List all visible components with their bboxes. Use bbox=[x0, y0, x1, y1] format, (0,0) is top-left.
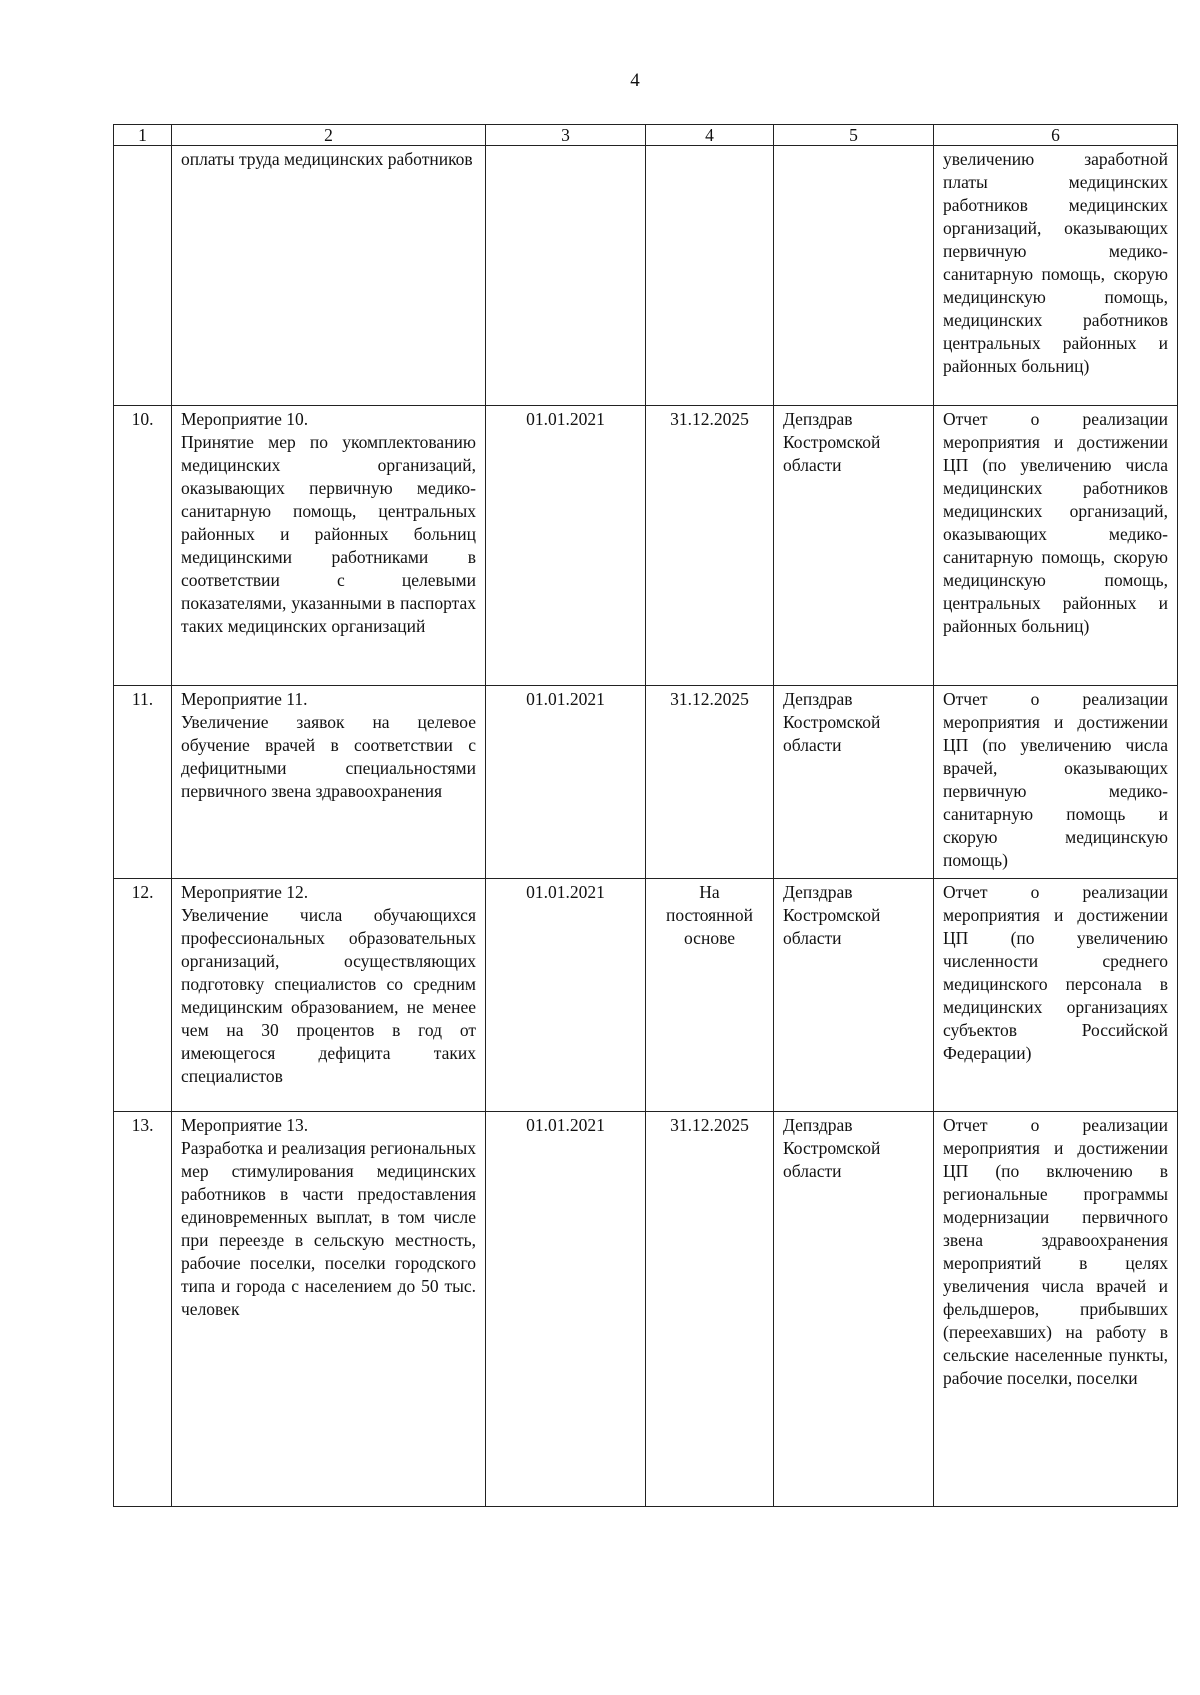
column-header: 4 bbox=[646, 125, 774, 146]
column-header: 6 bbox=[934, 125, 1178, 146]
table-row bbox=[114, 146, 1178, 406]
column-header: 2 bbox=[172, 125, 486, 146]
description-text: Принятие мер по укомплектованию медицинских организаций, оказывающих первичную медико-санитарную помощь, центральных районных и районных больниц медицинскими работниками в соответствии с целевыми показателями, указанными в паспортах таких медицинских организаций bbox=[181, 432, 476, 636]
description-text: Разработка и реализация региональных мер стимулирования медицинских работников в части предоставления единовременных выплат, в том числе при переезде в сельскую местность, рабочие поселки, поселки городского типа и города с населением до 50 тыс. человек bbox=[181, 1138, 476, 1319]
row-number: 10. bbox=[114, 406, 172, 686]
row-number bbox=[114, 146, 172, 406]
executor: Депздрав Костромской области bbox=[774, 1112, 934, 1507]
row-number: 13. bbox=[114, 1112, 172, 1507]
column-header: 1 bbox=[114, 125, 172, 146]
start-date: 01.01.2021 bbox=[486, 406, 646, 686]
executor bbox=[774, 146, 934, 406]
table-row bbox=[114, 879, 1178, 1112]
measure-title: Мероприятие 12. bbox=[181, 882, 309, 902]
start-date: 01.01.2021 bbox=[486, 1112, 646, 1507]
expected-result: увеличению заработной платы медицинских работников медицинских организаций, оказывающих первичную медико-санитарную помощь, скорую медицинскую помощь, медицинских работников центральных районных и районных больниц) bbox=[934, 146, 1178, 406]
table-row bbox=[114, 686, 1178, 879]
description-text: Увеличение заявок на целевое обучение врачей в соответствии с дефицитными специальностями первичного звена здравоохранения bbox=[181, 712, 476, 801]
expected-result: Отчет о реализации мероприятия и достижении ЦП (по увеличению численности среднего медицинского персонала в медицинских организациях субъектов Российской Федерации) bbox=[934, 879, 1178, 1112]
table-row bbox=[114, 406, 1178, 686]
end-date: 31.12.2025 bbox=[646, 406, 774, 686]
measure-description bbox=[172, 879, 486, 1112]
executor: Депздрав Костромской области bbox=[774, 406, 934, 686]
column-header: 5 bbox=[774, 125, 934, 146]
measure-description bbox=[172, 686, 486, 879]
expected-result: Отчет о реализации мероприятия и достижении ЦП (по увеличению числа врачей, оказывающих первичную медико-санитарную помощь и скорую медицинскую помощь) bbox=[934, 686, 1178, 879]
measure-title: Мероприятие 11. bbox=[181, 689, 308, 709]
measure-description bbox=[172, 1112, 486, 1507]
description-text: оплаты труда медицинских работников bbox=[181, 149, 473, 169]
start-date: 01.01.2021 bbox=[486, 879, 646, 1112]
row-number: 11. bbox=[114, 686, 172, 879]
end-date bbox=[646, 146, 774, 406]
end-date: На постоянной основе bbox=[646, 879, 774, 1112]
end-date: 31.12.2025 bbox=[646, 686, 774, 879]
start-date bbox=[486, 146, 646, 406]
start-date: 01.01.2021 bbox=[486, 686, 646, 879]
row-number: 12. bbox=[114, 879, 172, 1112]
page-number: 4 bbox=[630, 70, 640, 91]
measures-table bbox=[113, 124, 1178, 1507]
expected-result: Отчет о реализации мероприятия и достижении ЦП (по увеличению числа медицинских работников медицинских организаций, оказывающих медико-санитарную помощь, скорую медицинскую помощь, центральных районных и районных больниц) bbox=[934, 406, 1178, 686]
executor: Депздрав Костромской области bbox=[774, 686, 934, 879]
measure-description bbox=[172, 406, 486, 686]
expected-result: Отчет о реализации мероприятия и достижении ЦП (по включению в региональные программы модернизации первичного звена здравоохранения мероприятий в целях увеличения числа врачей и фельдшеров, прибывших (переехавших) на работу в сельские населенные пункты, рабочие поселки, поселки bbox=[934, 1112, 1178, 1507]
description-text: Увеличение числа обучающихся профессиональных образовательных организаций, осуществляющих подготовку специалистов со средним медицинским образованием, не менее чем на 30 процентов в год от имеющегося дефицита таких специалистов bbox=[181, 905, 476, 1086]
table-row bbox=[114, 1112, 1178, 1507]
executor: Депздрав Костромской области bbox=[774, 879, 934, 1112]
end-date: 31.12.2025 bbox=[646, 1112, 774, 1507]
measure-title: Мероприятие 13. bbox=[181, 1115, 309, 1135]
measure-description bbox=[172, 146, 486, 406]
column-number-row bbox=[114, 125, 1178, 146]
measure-title: Мероприятие 10. bbox=[181, 409, 309, 429]
column-header: 3 bbox=[486, 125, 646, 146]
